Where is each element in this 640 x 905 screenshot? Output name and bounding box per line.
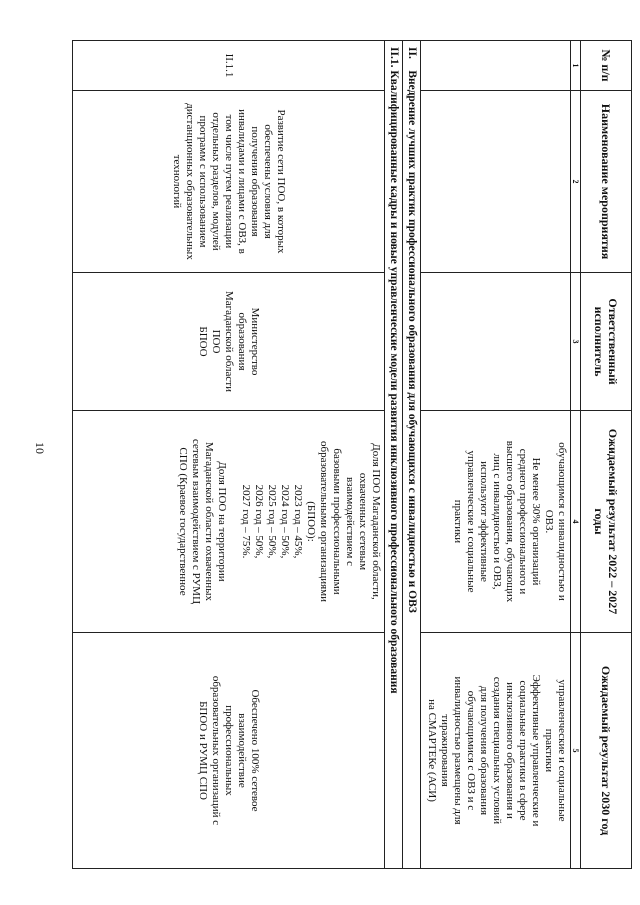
continued-name-cell: [421, 91, 571, 273]
table-header-row: [581, 41, 632, 869]
row-ii-1-1: [73, 41, 385, 869]
section-ii-heading: II. Внедрение лучших практик профессионального образования для обучающихся с инвалидностью и ОВЗ: [403, 41, 421, 869]
continued-num-cell: [421, 41, 571, 91]
header-name: Наименование мероприятия: [581, 91, 632, 273]
column-number-row: [571, 41, 581, 869]
rotated-page-content: [72, 40, 632, 868]
executor-cell: Министерство образования Магаданской области ПОО БПОО: [73, 273, 385, 411]
section-ii-1-heading: II.1. Квалифицированные кадры и новые управленческие модели развития инклюзивного профессионального образования: [385, 41, 403, 869]
header-result-2022-2027: Ожидаемый результат 2022 – 2027 годы: [581, 411, 632, 633]
header-executor: Ответственный исполнитель: [581, 273, 632, 411]
section-ii-1-row: [385, 41, 403, 869]
measures-table: [72, 40, 632, 869]
result-2030-cell: Обеспечено 100% сетевое взаимодействие профессиональных образовательных организаций с БПОО и РУМЦ СПО: [73, 633, 385, 869]
continued-result-2030-cell: управленческие и социальные практики Эффективные управленческие и социальные практики в сфере инклюзивного образования и создания специальных условий для получения образования обучающимися с ОВЗ и с инвалидностью размещены для тиражирования на СМАРТЕКе (АСИ): [421, 633, 571, 869]
measure-name-cell: Развитие сети ПОО, в которых обеспечены условия для получения образования инвалидами и лицами с ОВЗ, в том числе путем реализации отдельных разделов, модулей программ с использованием дистанционных образовательных технологий: [73, 91, 385, 273]
result-2022-cell: Доля ПОО Магаданской области, охваченных сетевым взаимодействием с базовыми профессиональными образовательными организациями (БПОО): 2023 год – 45%, 2024 год – 50%, 2025 год – 50%, 2026 год – 50%, 2027 год – 75%. Доля ПОО на территории Магаданской области охваченных сетевым взаимодействием с РУМЦ СПО (Краевое государственное: [73, 411, 385, 633]
section-ii-row: [403, 41, 421, 869]
column-number: 4: [571, 411, 581, 633]
continued-row: [421, 41, 571, 869]
column-number: 3: [571, 273, 581, 411]
header-num: № п/п: [581, 41, 632, 91]
continued-result-2022-cell: обучающимся с инвалидностью и ОВЗ. Не менее 30% организаций среднего профессионального и высшего образования, обучающих лиц с инвалидностью и ОВЗ, используют эффективные управленческие и социальные практики: [421, 411, 571, 633]
column-number: 5: [571, 633, 581, 869]
row-number: II.1.1: [73, 41, 385, 91]
column-number: 2: [571, 91, 581, 273]
column-number: 1: [571, 41, 581, 91]
continued-exec-cell: [421, 273, 571, 411]
header-result-2030: Ожидаемый результат 2030 год: [581, 633, 632, 869]
page-number: 10: [33, 442, 47, 454]
